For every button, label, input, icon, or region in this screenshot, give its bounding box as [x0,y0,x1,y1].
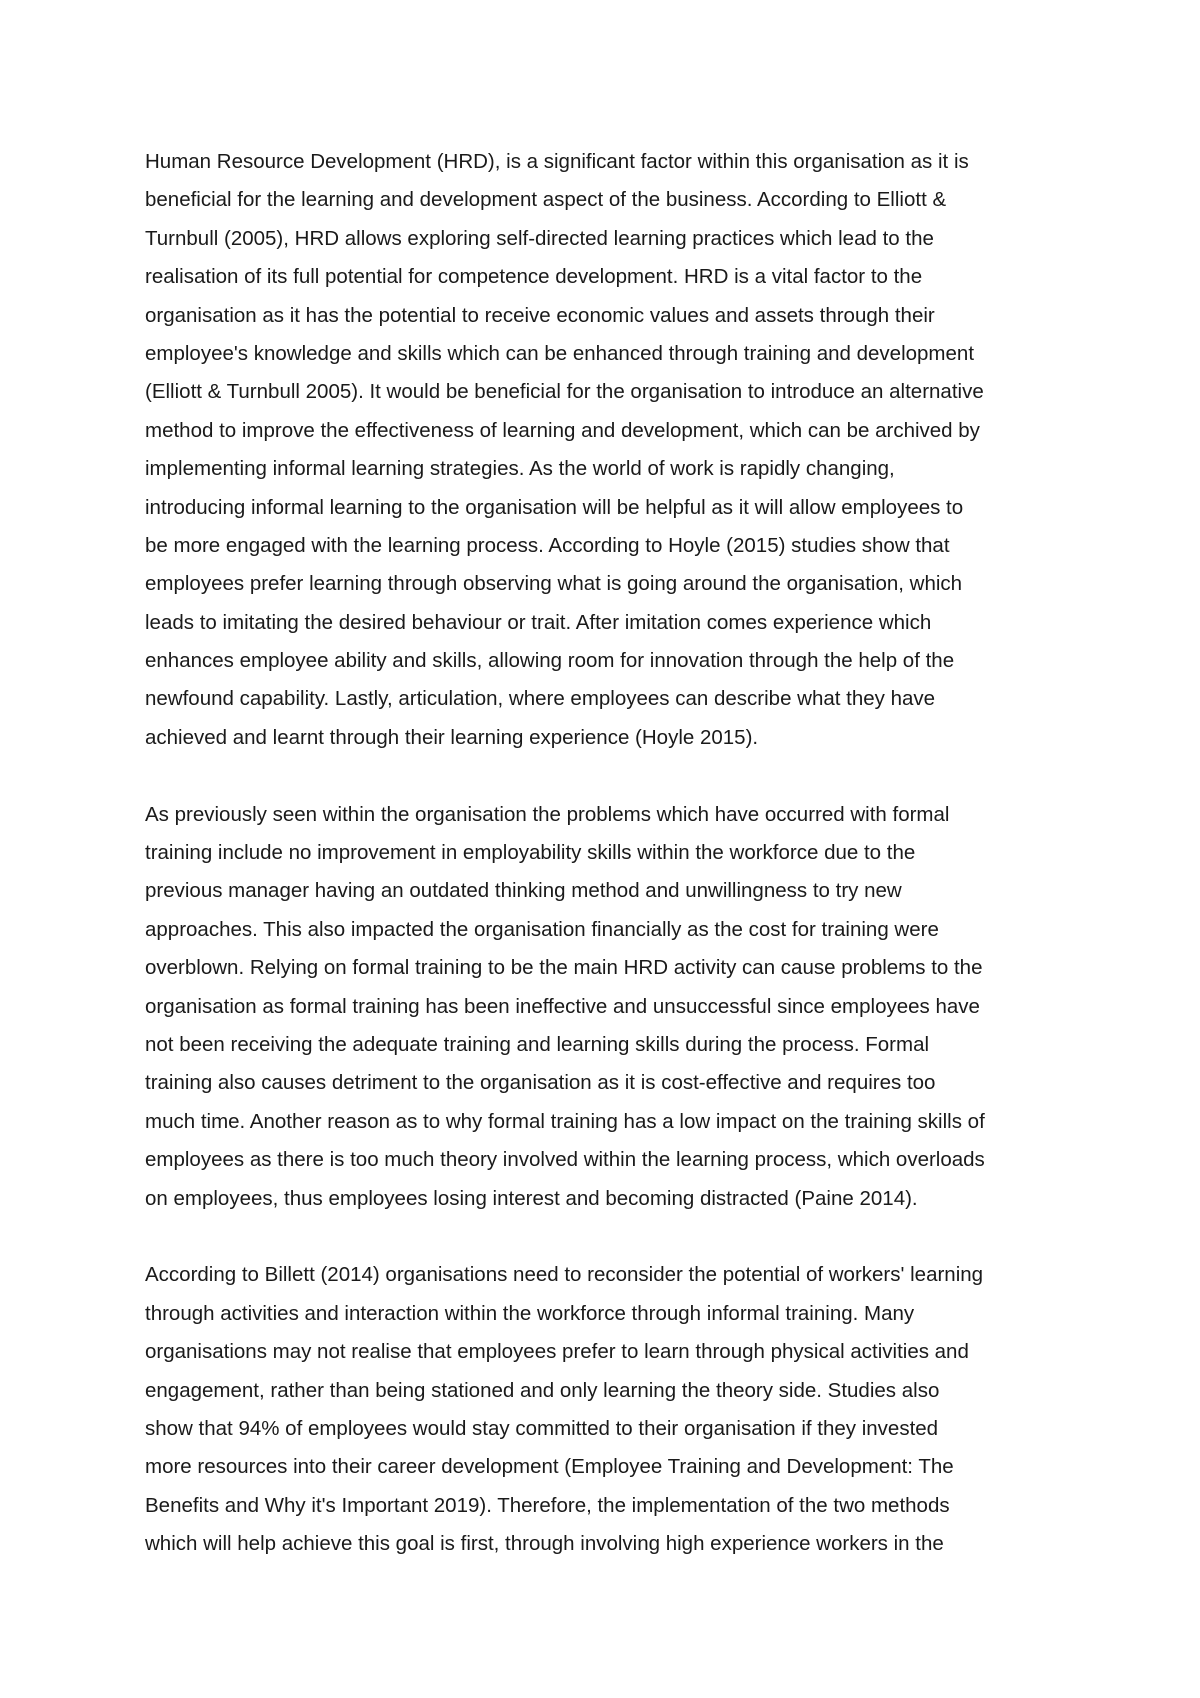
text-line: introducing informal learning to the organisation will be helpful as it will allow employees to [145,495,964,519]
text-line: not been receiving the adequate training and learning skills during the process. Formal [145,1032,930,1056]
text-line: According to Billett (2014) organisations need to reconsider the potential of workers' learning [145,1263,984,1287]
text-line: Turnbull (2005), HRD allows exploring self-directed learning practices which lead to the [145,226,934,250]
text-line: newfound capability. Lastly, articulation, where employees can describe what they have [145,687,936,711]
document-body [145,143,1065,1602]
text-line: beneficial for the learning and development aspect of the business. According to Elliott & [145,188,947,212]
text-line: employees as there is too much theory involved within the learning process, which overloads [145,1148,985,1172]
text-line: through activities and interaction within the workforce through informal training. Many [145,1301,915,1325]
text-line: training also causes detriment to the organisation as it is cost-effective and requires too [145,1071,936,1095]
text-line: achieved and learnt through their learning experience (Hoyle 2015). [145,725,759,749]
text-line: realisation of its full potential for competence development. HRD is a vital factor to the [145,265,923,289]
text-line: (Elliott & Turnbull 2005). It would be beneficial for the organisation to introduce an alternative [145,380,984,404]
text-line: which will help achieve this goal is first, through involving high experience workers in the [145,1532,944,1556]
text-line: organisations may not realise that employees prefer to learn through physical activities and [145,1340,969,1364]
paragraph-hrd-intro [145,143,1065,757]
text-line: Human Resource Development (HRD), is a significant factor within this organisation as it is [145,150,969,173]
text-line: previous manager having an outdated thinking method and unwillingness to try new [145,879,902,903]
text-line: method to improve the effectiveness of learning and development, which can be archived by [145,418,980,442]
text-line: much time. Another reason as to why formal training has a low impact on the training skills of [145,1109,985,1133]
text-line: more resources into their career development (Employee Training and Development: The [145,1455,954,1479]
text-line: As previously seen within the organisation the problems which have occurred with formal [145,802,950,826]
paragraph-formal-training [145,796,1065,1218]
text-line: be more engaged with the learning process. According to Hoyle (2015) studies show that [145,533,950,557]
text-line: Benefits and Why it's Important 2019). Therefore, the implementation of the two methods [145,1493,950,1517]
text-line: employee's knowledge and skills which can be enhanced through training and development [145,341,975,365]
text-line: implementing informal learning strategies. As the world of work is rapidly changing, [145,457,895,481]
text-line: on employees, thus employees losing interest and becoming distracted (Paine 2014). [145,1186,918,1210]
text-line: organisation as formal training has been ineffective and unsuccessful since employees have [145,994,980,1018]
text-line: enhances employee ability and skills, allowing room for innovation through the help of the [145,649,955,673]
text-line: training include no improvement in employability skills within the workforce due to the [145,841,916,865]
paragraph-informal-learning [145,1256,1065,1563]
text-line: organisation as it has the potential to receive economic values and assets through their [145,303,935,327]
text-line: leads to imitating the desired behaviour or trait. After imitation comes experience which [145,610,932,634]
text-line: show that 94% of employees would stay committed to their organisation if they invested [145,1416,939,1440]
text-line: engagement, rather than being stationed and only learning the theory side. Studies also [145,1378,940,1402]
text-line: approaches. This also impacted the organisation financially as the cost for training were [145,917,939,941]
text-line: overblown. Relying on formal training to be the main HRD activity can cause problems to the [145,956,983,980]
text-line: employees prefer learning through observing what is going around the organisation, which [145,572,963,596]
